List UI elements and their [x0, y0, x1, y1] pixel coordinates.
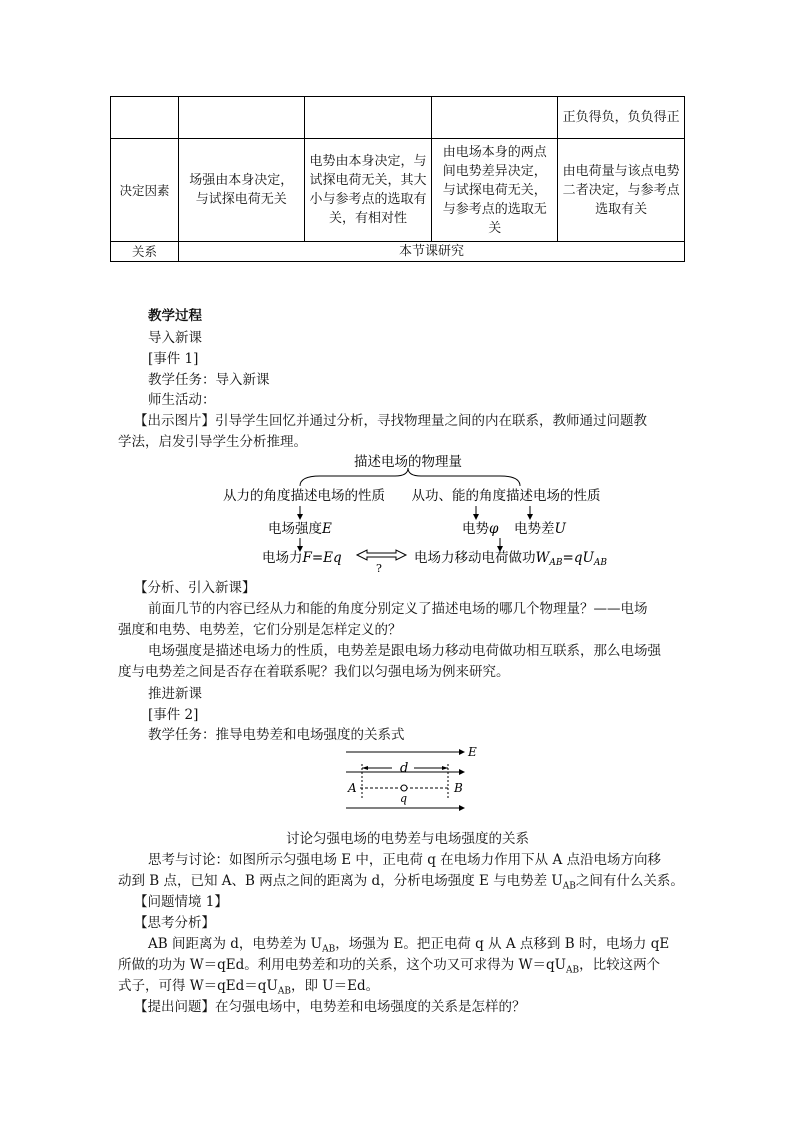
paragraph: 教学任务：推导电势差和电场强度的关系式 — [148, 727, 405, 743]
table-cell: 电势由本身决定，与试探电荷无关，其大小与参考点的选取有关，有相对性 — [304, 139, 432, 242]
double-arrow — [357, 550, 406, 560]
table-cell — [111, 97, 179, 139]
paragraph: 【思考分析】 — [134, 915, 215, 931]
table-cell: 场强由本身决定，与试探电荷无关 — [178, 139, 304, 242]
paragraph: 学法，启发引导学生分析推理。 — [118, 434, 307, 450]
table-row — [111, 139, 685, 242]
paragraph: 思考与讨论：如图所示匀强电场 E 中，正电荷 q 在电场力作用下从 A 点沿电场方向移 — [148, 852, 661, 868]
arrow-head — [297, 514, 303, 520]
potential-label: 电势φ — [462, 521, 499, 537]
charge-dot — [401, 785, 407, 791]
brace — [300, 468, 520, 486]
diagram-right-label: 从功、能的角度描述电场的性质 — [411, 488, 601, 504]
diagram-left-label: 从力的角度描述电场的性质 — [223, 488, 385, 504]
a-label: A — [348, 781, 357, 795]
paragraph: 【分析、引入新课】 — [134, 580, 256, 596]
paragraph: 【问题情境 1】 — [134, 894, 228, 910]
paragraph: 电场强度是描述电场力的性质，电势差是跟电场力移动电荷做功相互联系，那么电场强 — [148, 643, 661, 659]
paragraph: 导入新课 — [148, 330, 202, 346]
table-row — [111, 242, 685, 262]
arrow-head — [473, 514, 479, 520]
question-mark: ? — [376, 562, 382, 575]
paragraph: 推进新课 — [148, 686, 202, 702]
e-label: E — [468, 745, 477, 759]
paragraph: 动到 B 点，已知 A、B 两点之间的距离为 d，分析电场强度 E 与电势差 $U_{AB}$之间有什么关系。 — [118, 873, 684, 892]
potential-diff-label: 电势差U — [514, 521, 566, 537]
section-heading: 教学过程 — [148, 308, 202, 324]
table-cell — [178, 97, 304, 139]
paragraph: 【提出问题】在匀强电场中，电势差和电场强度的关系是怎样的？ — [134, 999, 526, 1015]
diagram-top-label: 描述电场的物理量 — [354, 454, 462, 470]
physics-quantities-diagram — [0, 448, 794, 578]
b-label: B — [454, 781, 463, 795]
q-label: q — [400, 792, 408, 805]
paragraph: [事件 1] — [148, 351, 199, 367]
table-row — [111, 97, 685, 139]
paragraph: 教学任务：导入新课 — [148, 372, 270, 388]
table-row-label: 关系 — [111, 242, 179, 262]
paragraph: 强度和电势、电势差，它们分别是怎样定义的？ — [118, 622, 402, 638]
paragraph: 度与电势差之间是否存在着联系呢？我们以匀强电场为例来研究。 — [118, 664, 510, 680]
force-label: 电场力F=Eq — [262, 550, 342, 566]
table-cell — [304, 97, 432, 139]
paragraph: 式子，可得 $W=qEd=qU_{AB}$，即 U＝Ed。 — [118, 978, 380, 997]
paragraph: [事件 2] — [148, 707, 199, 723]
paragraph: 师生活动： — [148, 392, 216, 408]
table-cell: 由电场本身的两点间电势差异决定，与试探电荷无关，与参考点的选取无关 — [432, 139, 558, 242]
table-cell — [432, 97, 558, 139]
arrow-head — [442, 766, 448, 770]
uniform-field-diagram — [330, 742, 490, 824]
field-strength-label: 电场强度E — [268, 521, 332, 537]
table-row-label: 决定因素 — [111, 139, 179, 242]
work-label: 电场力移动电荷做功$W_{AB}=qU_{AB}$ — [414, 550, 607, 568]
table-cell: 由电荷量与该点电势二者决定，与参考点选取有关 — [558, 139, 685, 242]
d-label: d — [400, 761, 409, 776]
paragraph: 【出示图片】引导学生回忆并通过分析，寻找物理量之间的内在联系，教师通过问题教 — [134, 413, 647, 429]
figure-caption: 讨论匀强电场的电势差与电场强度的关系 — [286, 831, 529, 847]
paragraph: 所做的功为 W＝qEd。利用电势差和功的关系，这个功又可求得为 $W=qU_{AB}$，比较这两个 — [118, 957, 661, 976]
table-cell: 本节课研究 — [178, 242, 684, 262]
comparison-table — [110, 96, 685, 262]
paragraph: AB 间距离为 d，电势差为 $U_{AB}$，场强为 E。把正电荷 q 从 A 点移到 B 时，电场力 qE — [148, 936, 670, 955]
arrow-head — [362, 766, 368, 770]
arrow-head — [527, 514, 533, 520]
paragraph: 前面几节的内容已经从力和能的角度分别定义了描述电场的哪几个物理量？——电场 — [148, 601, 648, 617]
table-cell: 正负得负，负负得正 — [558, 97, 685, 139]
